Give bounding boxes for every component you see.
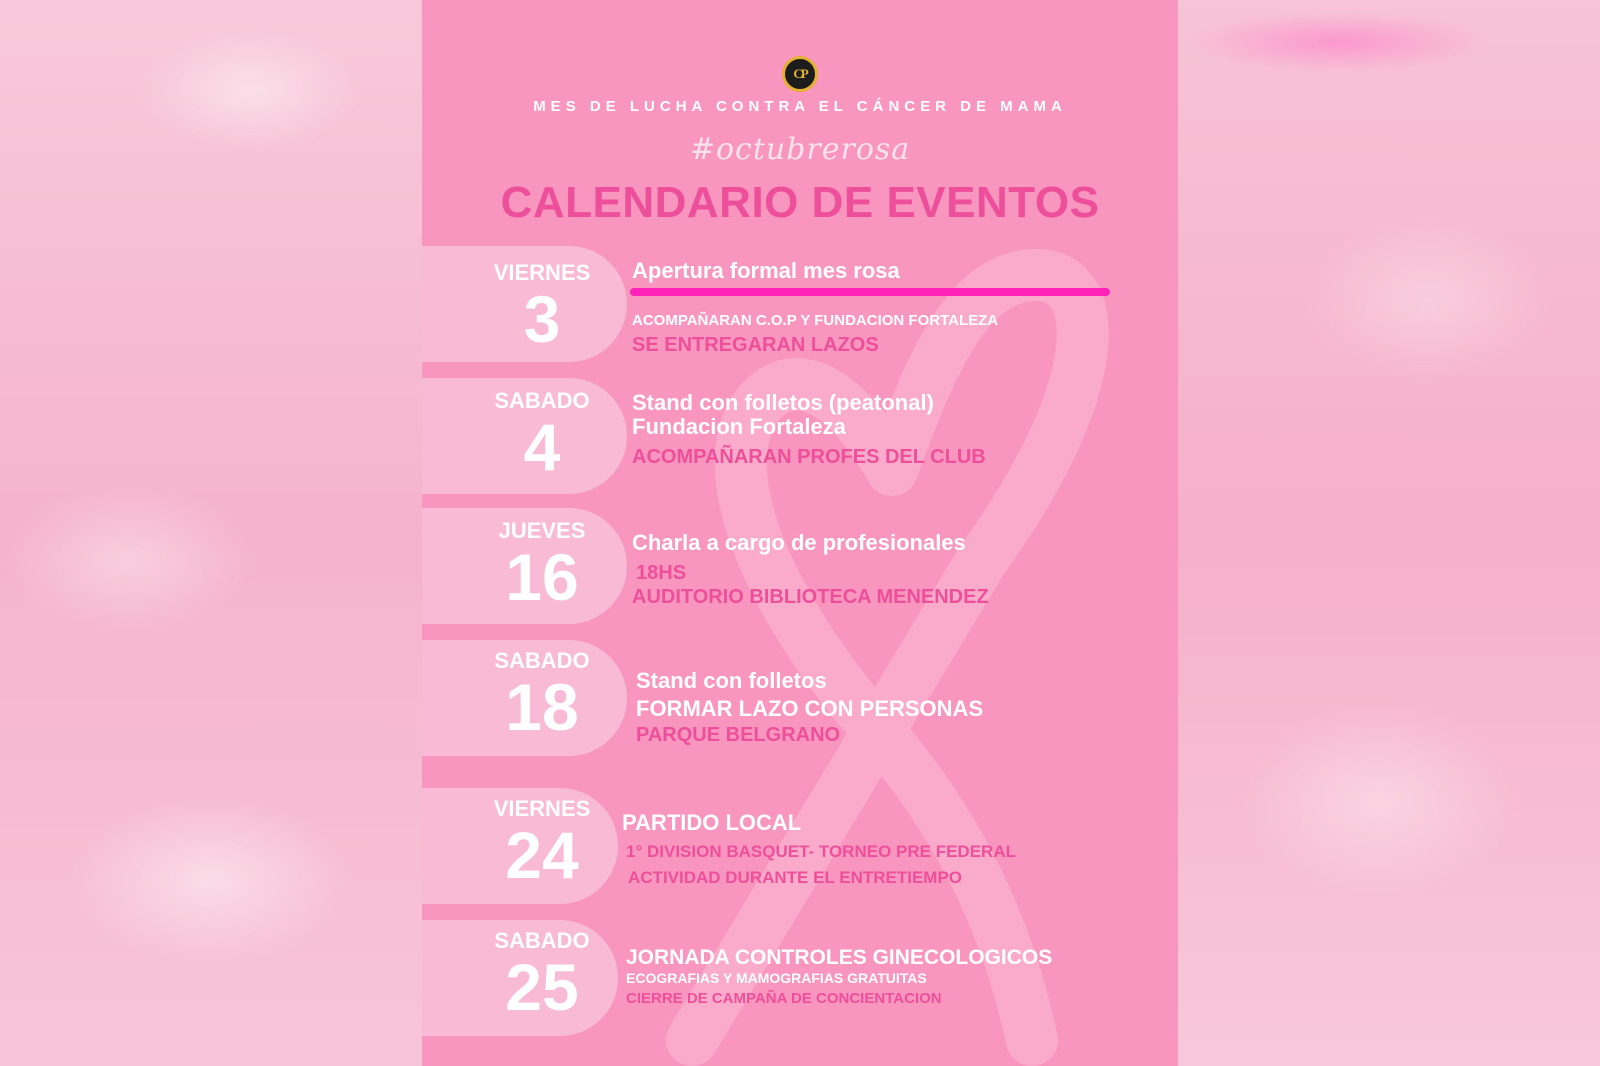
date-tab-sabado-18 bbox=[422, 640, 627, 756]
event-detail: ACTIVIDAD DURANTE EL ENTRETIEMPO bbox=[628, 868, 963, 887]
event-title: Stand con folletos (peatonal) bbox=[632, 390, 934, 415]
event-detail: ECOGRAFIAS Y MAMOGRAFIAS GRATUITAS bbox=[626, 970, 927, 986]
hashtag: #octubrerosa bbox=[689, 132, 911, 167]
event-day: SABADO bbox=[494, 928, 590, 953]
event-day: SABADO bbox=[494, 648, 590, 673]
event-day: VIERNES bbox=[493, 796, 591, 821]
date-tab-viernes-3 bbox=[422, 246, 627, 362]
event-title: Apertura formal mes rosa bbox=[632, 258, 900, 283]
event-detail: PARQUE BELGRANO bbox=[636, 724, 841, 746]
event-date: 24 bbox=[505, 818, 579, 892]
date-tab-sabado-25 bbox=[422, 920, 618, 1036]
event-day: VIERNES bbox=[493, 260, 591, 285]
event-detail: FORMAR LAZO CON PERSONAS bbox=[636, 696, 984, 721]
event-date: 16 bbox=[505, 540, 579, 614]
event-detail: ACOMPAÑARAN C.O.P Y FUNDACION FORTALEZA bbox=[632, 312, 999, 329]
blurred-background-right bbox=[1178, 0, 1600, 1066]
event-detail: Fundacion Fortaleza bbox=[632, 414, 846, 439]
date-tab-viernes-24 bbox=[422, 788, 618, 904]
strikethrough-mark bbox=[630, 288, 1110, 296]
event-detail: SE ENTREGARAN LAZOS bbox=[632, 334, 879, 356]
event-date: 25 bbox=[505, 950, 579, 1024]
event-detail: 18HS bbox=[636, 562, 687, 584]
event-title: Stand con folletos bbox=[636, 668, 827, 693]
blurred-background-left bbox=[0, 0, 422, 1066]
event-title: JORNADA CONTROLES GINECOLOGICOS bbox=[626, 946, 1053, 969]
club-logo: CP bbox=[782, 56, 818, 92]
poster-subtitle: MES DE LUCHA CONTRA EL CÁNCER DE MAMA bbox=[533, 98, 1067, 115]
event-date: 18 bbox=[505, 670, 579, 744]
event-date: 4 bbox=[523, 410, 561, 484]
event-detail: CIERRE DE CAMPAÑA DE CONCIENTACION bbox=[626, 990, 942, 1007]
poster-title: CALENDARIO DE EVENTOS bbox=[500, 178, 1100, 227]
event-title: PARTIDO LOCAL bbox=[622, 810, 802, 835]
event-title: Charla a cargo de profesionales bbox=[632, 530, 966, 555]
event-day: JUEVES bbox=[498, 518, 586, 543]
event-detail: AUDITORIO BIBLIOTECA MENENDEZ bbox=[632, 586, 989, 608]
event-day: SABADO bbox=[494, 388, 590, 413]
event-date: 3 bbox=[523, 282, 561, 356]
date-tab-sabado-4 bbox=[422, 378, 627, 494]
event-detail: ACOMPAÑARAN PROFES DEL CLUB bbox=[632, 446, 986, 468]
date-tab-jueves-16 bbox=[422, 508, 627, 624]
event-poster bbox=[422, 0, 1178, 1066]
event-detail: 1° DIVISION BASQUET- TORNEO PRE FEDERAL bbox=[626, 842, 1016, 861]
